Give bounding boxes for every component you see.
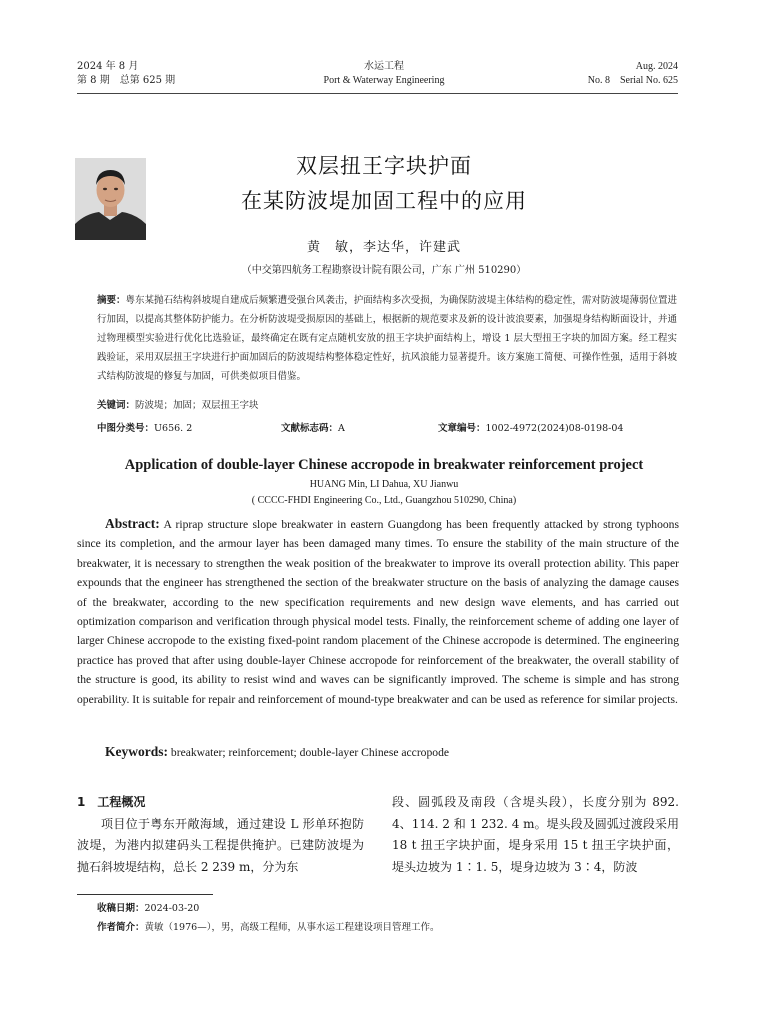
- article-no-value: 1002-4972(2024)08-0198-04: [485, 423, 624, 434]
- footnote-author: [97, 921, 439, 935]
- keywords-en-text: breakwater; reinforcement; double-layer Chinese accropode: [170, 746, 450, 759]
- clc-number: [97, 420, 192, 434]
- footnote-author-label: 作者简介：: [97, 922, 145, 933]
- body-paragraph-continued: 段、圆弧段及南段（含堤头段），长度分别为 892. 4、114. 2 和 1 232. 4 m。堤头段及圆弧过渡段采用 18 t 扭王字块护面，堤身采用 15 t 扭王字块护面，堤头边坡为 1∶1. 5，堤身边坡为 3∶4，防波: [392, 795, 679, 874]
- abstract-en: [77, 514, 679, 709]
- header-rule: [77, 93, 678, 94]
- keywords-en: [105, 744, 449, 760]
- header-journal-cn: 水运工程: [364, 61, 404, 72]
- header-date-cn: 2024 年 8 月: [77, 61, 139, 72]
- header-issue-en: No. 8 Serial No. 625: [587, 75, 678, 86]
- title-cn-line1: 双层扭王字块护面: [296, 154, 472, 178]
- abstract-en-label: Abstract:: [105, 516, 160, 531]
- header-issue-cn: 第 8 期 总第 625 期: [77, 75, 176, 86]
- header-date-en: Aug. 2024: [635, 61, 678, 72]
- footnote-received-date: 2024-03-20: [144, 903, 200, 914]
- header-right: [588, 60, 678, 88]
- header-journal-en: Port & Waterway Engineering: [323, 75, 445, 86]
- document-code: [281, 420, 345, 434]
- keywords-en-label: Keywords:: [105, 744, 168, 759]
- footnote-received-label: 收稿日期：: [97, 903, 145, 914]
- abstract-en-text: A riprap structure slope breakwater in eastern Guangdong has been frequently attacked by strong typhoons since its completion, and the armour layer has been damaged many times. To ensure the stability of the main structure of the breakwater, it is necessary to strengthen the weak position of the breakwater to improve its overall protection ability. This paper expounds that the engineer has strengthened the section of the breakwater structure on the basis of analyzing the damage causes of the breakwater, according to the new specification requirements and new design wave elements, and has carried out optimization comparison and verification through physical model tests. Finally, the reinforcement scheme of adding one layer of larger Chinese accropode to the existing fixed-point random placement of the Chinese accropode is determined. The engineering practice has proved that after using double-layer Chinese accropode for reinforcement of the breakwater, the overall stability of the structure is good, its ability to resist wind and waves can be significantly improved. The scheme is simple and has strong operability. It is suitable for repair and reinforcement of mound-type breakwater and can be used as reference for similar projects.: [77, 518, 679, 706]
- affiliation-cn: （中交第四航务工程勘察设计院有限公司，广东 广州 510290）: [241, 265, 527, 276]
- section-heading: 1 工程概况: [77, 795, 146, 809]
- keywords-cn-label: 关键词：: [97, 400, 136, 411]
- footnote-rule: [77, 894, 213, 895]
- affiliation-en: ( CCCC-FHDI Engineering Co., Ltd., Guangzhou 510290, China): [251, 495, 517, 506]
- abstract-cn: [97, 291, 677, 386]
- keywords-cn: [97, 397, 259, 411]
- doc-code-label: 文献标志码：: [281, 423, 339, 434]
- authors-cn: 黄 敏，李达华，许建武: [306, 240, 461, 255]
- clc-label: 中图分类号：: [97, 423, 155, 434]
- title-cn-line2: 在某防波堤加固工程中的应用: [241, 189, 527, 213]
- clc-value: U656. 2: [154, 423, 193, 434]
- footnote-received: [97, 902, 199, 916]
- doc-code-value: A: [338, 423, 345, 434]
- abstract-cn-text: 粤东某抛石结构斜坡堤自建成后频繁遭受强台风袭击，护面结构多次受损，为确保防波堤主体结构的稳定性，需对防波堤薄弱位置进行加固，以提高其整体防护能力。在分析防波堤受损原因的基础上，根据新的规范要求及新的设计波浪要素，加强堤身结构断面设计，并通过物理模型实验进行优化比选验证，最终确定在既有定点随机安放的扭王字块护面结构上，增设 1 层大型扭王字块的加固方案。经工程实践验证，采用双层扭王字块进行护面加固后的防波堤结构整体稳定性好，抗风浪能力显著提升。该方案施工简便、可操作性强，适用于斜坡式结构防波堤的修复与加固，可供类似项目借鉴。: [97, 295, 677, 382]
- article-number: [438, 420, 623, 434]
- authors-en: HUANG Min, LI Dahua, XU Jianwu: [309, 479, 459, 490]
- body-paragraph: 项目位于粤东开敞海域，通过建设 L 形单环抱防波堤，为港内拟建码头工程提供掩护。已建防波堤为抛石斜坡堤结构，总长 2 239 m，分为东: [77, 816, 364, 874]
- footnote-author-text: 黄敏（1976—），男，高级工程师，从事水运工程建设项目管理工作。: [144, 922, 440, 933]
- article-no-label: 文章编号：: [438, 423, 486, 434]
- body-column-right: [392, 792, 679, 878]
- title-en: Application of double-layer Chinese accropode in breakwater reinforcement project: [124, 457, 644, 473]
- keywords-cn-text: 防波堤；加固；双层扭王字块: [135, 400, 259, 411]
- body-column-left: [77, 792, 364, 878]
- abstract-cn-label: 摘要：: [97, 295, 126, 306]
